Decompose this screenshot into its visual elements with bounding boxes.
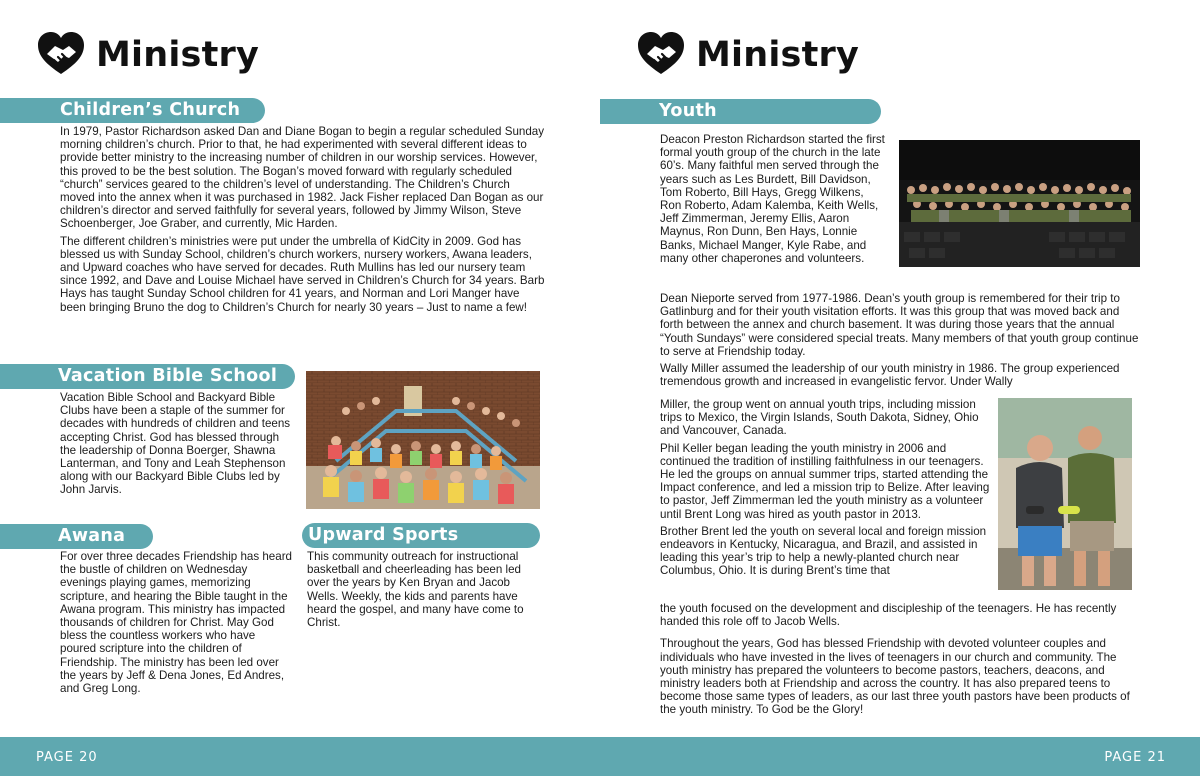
paragraph: the youth focused on the development and discipleship of the teenagers. He has recently handed this role off to Jacob Wells.: [660, 602, 1117, 629]
paragraph: The different children’s ministries were put under the umbrella of KidCity in 2009. God has blessed us with Sunday School, children’s church workers, nursery workers, Awana leaders, and Upward coaches who have served for decades. Ruth Mullins has led our nursery team since 1992, and Dave and Louise Michael have served in Children’s Church for 34 years. Barb Hays has taught Sunday School children for 41 years, and Norman and Lori Manger have been bringing Bruno the dog to Children’s Church for nearly 30 years – Just to name a few!: [60, 234, 545, 314]
paragraph: Dean Nieporte served from 1977-1986. Dean’s youth group is remembered for their trip to Gatlinburg and for their youth visitation efforts. It was this group that was moved back and forth between the annex and church basement. It was during those years that the annual “Youth Sundays” were considered special treats. Many members of that youth group continue to serve at Friendship today.: [660, 292, 1139, 358]
section-header-vbs: [0, 364, 295, 389]
left-page-title: [36, 30, 259, 80]
childrens-church-text: [60, 125, 545, 314]
youth-text-miller: [660, 398, 990, 578]
page-number-right: PAGE 21: [1104, 750, 1166, 765]
youth-text-intro: [660, 133, 888, 265]
paragraph: Deacon Preston Richardson started the first formal youth group of the church in the late 60’s. Many faithful men served through the years such as Les Burdett, Bill Davidson, Tom Roberto, Bill Hays, Gregg Wilkens, Ron Roberto, Adam Kalemba, Keith Wells, Jeff Zimmerman, Jeremy Ellis, Aaron Maynus, Ron Dunn, Ben Hays, Lonnie Banks, Michael Manger, Kyle Rabe, and many other chaperones and volunteers.: [660, 133, 885, 265]
page-title: Ministry: [696, 34, 859, 75]
paragraph: For over three decades Friendship has heard the bustle of children on Wednesday evenings playing games, memorizing scripture, and hearing the Bible taught in the Awana program. This ministry has impacted thousands of children for Christ. May God bless the countless workers who have poured scripture into the children of Friendship. The ministry has been led over the years by Jeff & Dena Jones, Ed Andres, and Greg Long.: [60, 550, 293, 696]
heart-hand-icon: [36, 30, 86, 80]
right-page-title: [636, 30, 859, 80]
paragraph: Wally Miller assumed the leadership of our youth ministry in 1986. The group experienced tremendous growth and increased in evangelistic fervor. Under Wally: [660, 362, 1120, 389]
youth-text-closing: [660, 602, 1142, 717]
youth-pastors-photo: [998, 398, 1132, 590]
paragraph: Miller, the group went on annual youth trips, including mission trips to Mexico, the Virgin Islands, South Dakota, Sidney, Ohio and Vancouver, Canada.: [660, 398, 979, 438]
section-header-childrens-church: [0, 98, 265, 123]
upward-sports-text: [307, 550, 543, 629]
paragraph: Phil Keller began leading the youth ministry in 2006 and continued the tradition of instilling faithfulness in our teenagers. He led the groups on annual summer trips, started attending the Impact conference, and led a mission trip to Belize. After leaving to pastor, Jeff Zimmerman led the youth ministry as a volunteer until Brent Long was hired as youth pastor in 2013.: [660, 441, 990, 521]
paragraph: Throughout the years, God has blessed Friendship with devoted volunteer couples and individuals who have invested in the lives of teenagers in our church and community. The youth ministry has prepared the volunteers to become pastors, teachers, deacons, and ministry leaders both at Friendship and across the country. It has also prepared teens to become those same types of leaders, as our last three youth pastors have been products of the youth ministry. To God be the Glory!: [660, 637, 1130, 717]
youth-text-nieporte: [660, 292, 1142, 388]
section-header-youth: [600, 99, 881, 124]
section-heading: Vacation Bible School: [58, 366, 278, 386]
section-header-awana: [0, 524, 153, 549]
paragraph: Vacation Bible School and Backyard Bible Clubs have been a staple of the summer for decades with hundreds of children and teens accepting Christ. God has blessed through the leadership of Donna Boerger, Shawna Lanterman, and Tony and Leah Stephenson along with our Backyard Bible Clubs led by John Jarvis.: [60, 391, 291, 497]
youth-group-photo: [899, 140, 1140, 267]
paragraph: Brother Brent led the youth on several local and foreign mission endeavors in Kentucky, Nicaragua, and Brazil, and assisted in leading this year’s trip to help a newly-planted church near Columbus, Ohio. It is during Brent’s time that: [660, 524, 987, 578]
section-header-upward-sports: [302, 523, 540, 548]
vbs-group-photo: [306, 371, 540, 509]
awana-text: [60, 550, 292, 695]
section-heading: Awana: [58, 526, 126, 546]
page-number-left: PAGE 20: [36, 750, 98, 765]
paragraph: In 1979, Pastor Richardson asked Dan and Diane Bogan to begin a regular scheduled Sunday morning children’s church. Prior to that, he had experimented with several different ideas to provide better ministry to the increasing number of children in our worship services. However, this proved to be the best solution. The Bogan’s moved forward with regularly scheduled “church” services geared to the children’s level of understanding. The Children’s Church moved into the annex when it was purchased in 1982. Jack Fisher replaced Dan Bogan as our children’s director and served faithfully for several years, followed by Jimmy Wilson, Steve Schoenberger, Joe Graber, and currently, Mic Harden.: [60, 125, 545, 231]
paragraph: This community outreach for instructional basketball and cheerleading has been led over the years by Ken Bryan and Jacob Wells. Weekly, the kids and parents have heard the gospel, and many have come to Christ.: [307, 550, 524, 630]
vbs-text: [60, 391, 292, 497]
footer-bar: [0, 737, 1200, 776]
section-heading: Upward Sports: [308, 525, 459, 545]
section-heading: Children’s Church: [60, 100, 241, 120]
section-heading: Youth: [659, 101, 717, 121]
heart-hand-icon: [636, 30, 686, 80]
page-title: Ministry: [96, 34, 259, 75]
